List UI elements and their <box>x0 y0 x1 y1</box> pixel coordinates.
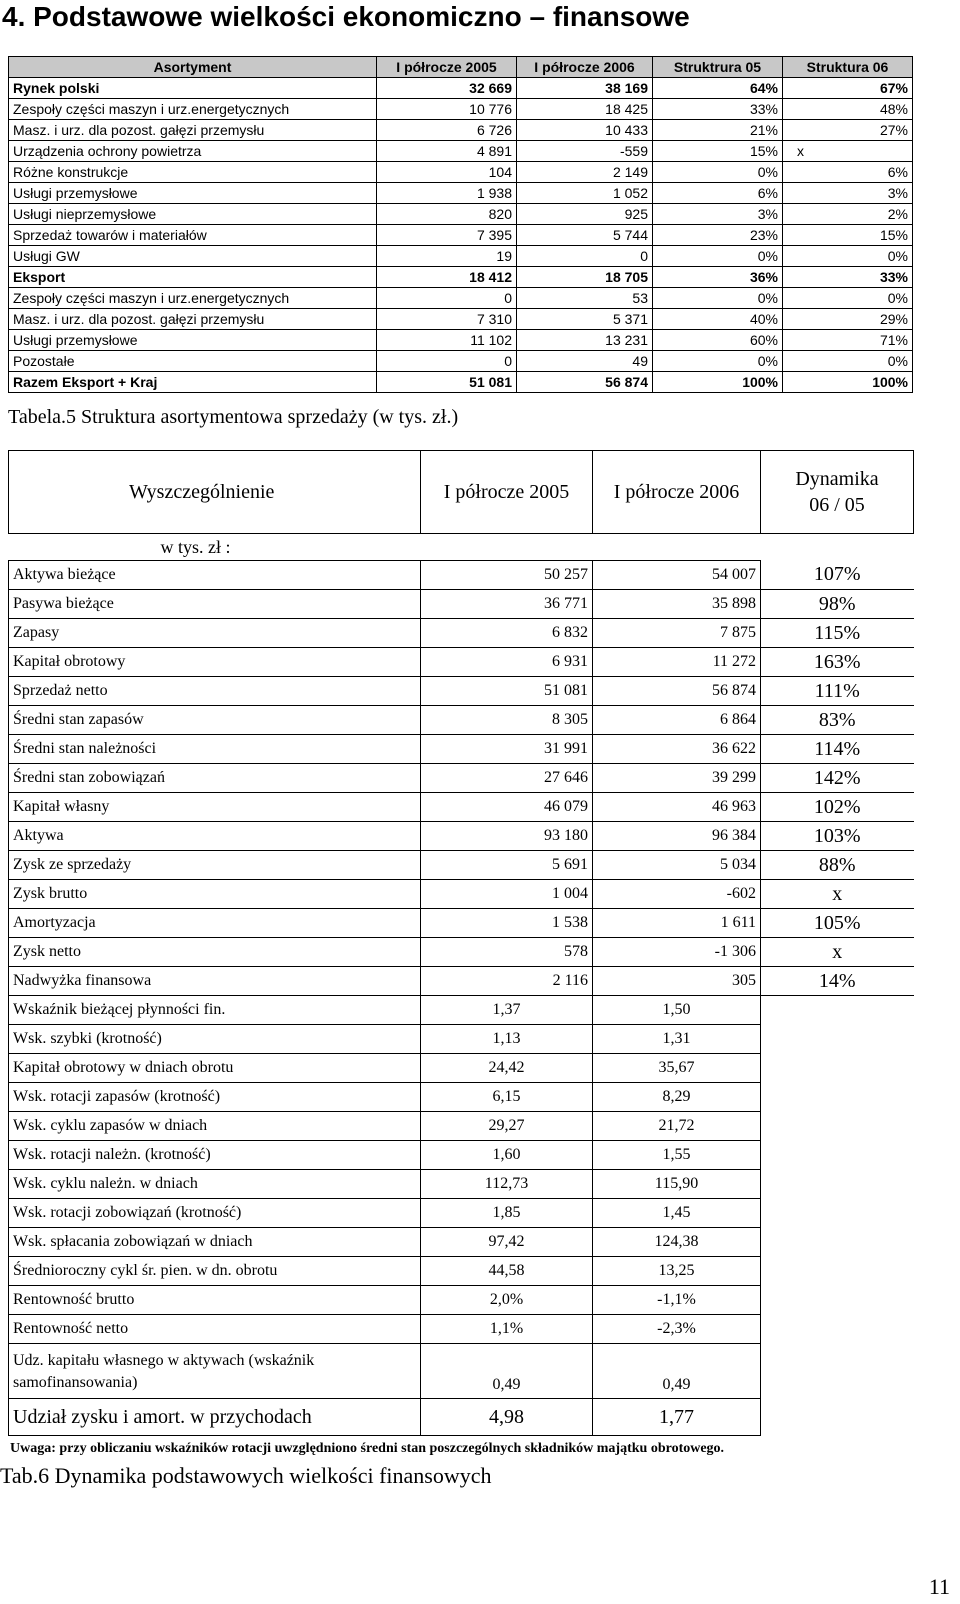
table-cell: 0% <box>653 246 783 267</box>
table-cell: 39 299 <box>593 764 761 793</box>
table-cell: -1,1% <box>593 1286 761 1315</box>
row-label: Nadwyżka finansowa <box>9 967 421 996</box>
table-row <box>9 78 913 99</box>
table-cell: 0,49 <box>593 1344 761 1399</box>
table-cell: -2,3% <box>593 1315 761 1344</box>
table-cell: 1,13 <box>421 1025 593 1054</box>
table-cell: 1 611 <box>593 909 761 938</box>
row-label: Średnioroczny cykl śr. pien. w dn. obrotu <box>9 1257 421 1286</box>
table-cell: 13,25 <box>593 1257 761 1286</box>
empty-cell <box>761 1228 914 1257</box>
table-cell: 6% <box>653 183 783 204</box>
table-row <box>9 822 914 851</box>
dynamics-label: Dynamika <box>795 468 879 490</box>
table-cell: 33% <box>653 99 783 120</box>
table-cell: 6 864 <box>593 706 761 735</box>
table-cell: 2,0% <box>421 1286 593 1315</box>
row-label: Wsk. rotacji zapasów (krotność) <box>9 1083 421 1112</box>
table-row <box>9 967 914 996</box>
table-cell: 50 257 <box>421 561 593 590</box>
table-row <box>9 1257 914 1286</box>
row-label: Wsk. spłacania zobowiązań w dniach <box>9 1228 421 1257</box>
unit-row <box>9 534 914 561</box>
table-row <box>9 204 913 225</box>
financial-dynamics-table <box>8 450 914 1436</box>
table-cell: 305 <box>593 967 761 996</box>
table-row <box>9 162 913 183</box>
table-cell: 3% <box>653 204 783 225</box>
table-cell: -602 <box>593 880 761 909</box>
table-row <box>9 996 914 1025</box>
table-cell: 11 102 <box>377 330 517 351</box>
table-cell: 49 <box>517 351 653 372</box>
empty-cell <box>761 1399 914 1436</box>
empty-cell <box>761 1025 914 1054</box>
table-cell: 2 149 <box>517 162 653 183</box>
table-cell: 46 963 <box>593 793 761 822</box>
table-header-row <box>9 451 914 534</box>
table-cell: 7 395 <box>377 225 517 246</box>
table-cell: 0 <box>517 246 653 267</box>
dynamics-cell: 114% <box>761 735 914 764</box>
footnote: Uwaga: przy obliczaniu wskaźników rotacji uwzględniono średni stan poszczególnych składników majątku obrotowego. <box>10 1441 725 1456</box>
table-row <box>9 1399 914 1436</box>
table-cell: 124,38 <box>593 1228 761 1257</box>
table-cell: 46 079 <box>421 793 593 822</box>
row-label: Razem Eksport + Kraj <box>9 372 377 393</box>
table-cell: 35 898 <box>593 590 761 619</box>
table-cell: 29,27 <box>421 1112 593 1141</box>
row-label: Zespoły części maszyn i urz.energetycznych <box>9 99 377 120</box>
dynamics-cell: 83% <box>761 706 914 735</box>
table-cell: 1,37 <box>421 996 593 1025</box>
dynamics-cell: x <box>761 880 914 909</box>
row-label: Pozostałe <box>9 351 377 372</box>
assortment-structure-table <box>8 56 913 393</box>
table-row <box>9 120 913 141</box>
dynamics-cell: 142% <box>761 764 914 793</box>
table-row <box>9 1025 914 1054</box>
row-label: Wsk. cyklu zapasów w dniach <box>9 1112 421 1141</box>
table-cell: x <box>783 141 913 162</box>
table-cell: 31 991 <box>421 735 593 764</box>
table-row <box>9 309 913 330</box>
table-cell: 54 007 <box>593 561 761 590</box>
table-row <box>9 1112 914 1141</box>
dynamics-cell: 103% <box>761 822 914 851</box>
table-row <box>9 793 914 822</box>
column-header: Asortyment <box>9 57 377 78</box>
row-label: Sprzedaż netto <box>9 677 421 706</box>
table-cell: 21,72 <box>593 1112 761 1141</box>
table-row <box>9 1199 914 1228</box>
table-row <box>9 183 913 204</box>
table-cell: 93 180 <box>421 822 593 851</box>
table-row <box>9 141 913 162</box>
row-label: Średni stan należności <box>9 735 421 764</box>
unit-label: w tys. zł : <box>160 536 231 557</box>
row-label: Kapitał własny <box>9 793 421 822</box>
table-cell: 10 776 <box>377 99 517 120</box>
table-row <box>9 909 914 938</box>
table-cell: 1,85 <box>421 1199 593 1228</box>
table-cell: 18 425 <box>517 99 653 120</box>
row-label: Średni stan zobowiązań <box>9 764 421 793</box>
table-cell: 60% <box>653 330 783 351</box>
table-row <box>9 590 914 619</box>
table-cell: 23% <box>653 225 783 246</box>
table-cell: 15% <box>653 141 783 162</box>
table-cell: 1,31 <box>593 1025 761 1054</box>
table-cell: 1,45 <box>593 1199 761 1228</box>
table-cell: 4 891 <box>377 141 517 162</box>
table-cell: 48% <box>783 99 913 120</box>
table-cell: 0% <box>653 162 783 183</box>
table-cell: 1,60 <box>421 1141 593 1170</box>
table-cell: 2% <box>783 204 913 225</box>
table-cell: 6% <box>783 162 913 183</box>
table-cell: 33% <box>783 267 913 288</box>
column-header: Wyszczególnienie <box>9 451 421 534</box>
table-cell: 820 <box>377 204 517 225</box>
table-cell: 925 <box>517 204 653 225</box>
table-row <box>9 1141 914 1170</box>
empty-cell <box>761 1286 914 1315</box>
column-header: Struktura 06 <box>783 57 913 78</box>
table-cell: 32 669 <box>377 78 517 99</box>
table-cell: 1,50 <box>593 996 761 1025</box>
table-row <box>9 880 914 909</box>
table-cell: 64% <box>653 78 783 99</box>
page-number: 11 <box>928 1574 950 1599</box>
table-cell: 40% <box>653 309 783 330</box>
table-row <box>9 764 914 793</box>
row-label: Rynek polski <box>9 78 377 99</box>
empty-cell <box>761 1054 914 1083</box>
table-row <box>9 938 914 967</box>
table-cell: 36 622 <box>593 735 761 764</box>
table-header-row <box>9 57 913 78</box>
row-label: Aktywa <box>9 822 421 851</box>
table-cell: 0% <box>653 288 783 309</box>
table-cell: 27 646 <box>421 764 593 793</box>
table-cell: 96 384 <box>593 822 761 851</box>
dynamics-cell: 88% <box>761 851 914 880</box>
table-cell: 5 034 <box>593 851 761 880</box>
table-cell: 11 272 <box>593 648 761 677</box>
table-row <box>9 706 914 735</box>
table-cell: 0% <box>653 351 783 372</box>
table-cell: 6,15 <box>421 1083 593 1112</box>
empty-cell <box>761 1141 914 1170</box>
row-label: Kapitał obrotowy <box>9 648 421 677</box>
empty-cell <box>761 1083 914 1112</box>
table-row <box>9 1315 914 1344</box>
table-cell: 10 433 <box>517 120 653 141</box>
table-cell: 3% <box>783 183 913 204</box>
dynamics-cell: 107% <box>761 561 914 590</box>
table-cell: 18 412 <box>377 267 517 288</box>
dynamics-cell: 102% <box>761 793 914 822</box>
row-label: Zespoły części maszyn i urz.energetycznych <box>9 288 377 309</box>
table-cell: 578 <box>421 938 593 967</box>
table-cell: 0 <box>377 288 517 309</box>
table-cell: 7 310 <box>377 309 517 330</box>
table-cell: 100% <box>783 372 913 393</box>
row-label: Eksport <box>9 267 377 288</box>
row-label: Masz. i urz. dla pozost. gałęzi przemysłu <box>9 309 377 330</box>
dynamics-cell: 115% <box>761 619 914 648</box>
row-label: Wsk. szybki (krotność) <box>9 1025 421 1054</box>
row-label: Zapasy <box>9 619 421 648</box>
table-cell: 1,55 <box>593 1141 761 1170</box>
table-cell: 51 081 <box>377 372 517 393</box>
table-cell: 97,42 <box>421 1228 593 1257</box>
table-row <box>9 246 913 267</box>
table-cell: 112,73 <box>421 1170 593 1199</box>
dynamics-cell: x <box>761 938 914 967</box>
table-row <box>9 1228 914 1257</box>
row-label: Kapitał obrotowy w dniach obrotu <box>9 1054 421 1083</box>
table-cell: 0 <box>377 351 517 372</box>
table-cell: 8 305 <box>421 706 593 735</box>
table-cell: 1,1% <box>421 1315 593 1344</box>
row-label: Aktywa bieżące <box>9 561 421 590</box>
table-cell: 104 <box>377 162 517 183</box>
table-row <box>9 351 913 372</box>
table-cell: 36 771 <box>421 590 593 619</box>
column-header: I półrocze 2006 <box>593 451 761 534</box>
row-label: Udz. kapitału własnego w aktywach (wskaźnik samofinansowania) <box>9 1344 421 1399</box>
table-cell: 0,49 <box>421 1344 593 1399</box>
dynamics-cell: 105% <box>761 909 914 938</box>
row-label: Usługi przemysłowe <box>9 183 377 204</box>
table-cell: 35,67 <box>593 1054 761 1083</box>
row-label: Średni stan zapasów <box>9 706 421 735</box>
empty-cell <box>761 1344 914 1399</box>
table-cell: 0% <box>783 288 913 309</box>
table-cell: 71% <box>783 330 913 351</box>
dynamics-cell: 98% <box>761 590 914 619</box>
table-cell: 51 081 <box>421 677 593 706</box>
row-label: Pasywa bieżące <box>9 590 421 619</box>
empty-cell <box>761 1257 914 1286</box>
table-cell: 7 875 <box>593 619 761 648</box>
table-cell: 4,98 <box>421 1399 593 1436</box>
dynamics-ratio: 06 / 05 <box>809 494 865 516</box>
table-row <box>9 619 914 648</box>
table-cell: -1 306 <box>593 938 761 967</box>
table-cell: 67% <box>783 78 913 99</box>
empty-cell <box>761 1170 914 1199</box>
table-row <box>9 1170 914 1199</box>
dynamics-cell: 163% <box>761 648 914 677</box>
column-header-dynamics <box>761 451 914 534</box>
section-heading: 4. Podstawowe wielkości ekonomiczno – finansowe <box>2 1 690 32</box>
table-cell: 24,42 <box>421 1054 593 1083</box>
table-cell: 1 938 <box>377 183 517 204</box>
table-cell: 2 116 <box>421 967 593 996</box>
column-header: I półrocze 2006 <box>517 57 653 78</box>
row-label: Wsk. rotacji zobowiązań (krotność) <box>9 1199 421 1228</box>
table-row <box>9 372 913 393</box>
table-cell: 1 538 <box>421 909 593 938</box>
column-header: I półrocze 2005 <box>421 451 593 534</box>
table-cell: 6 832 <box>421 619 593 648</box>
row-label: Wsk. rotacji należn. (krotność) <box>9 1141 421 1170</box>
table-cell: 0% <box>783 351 913 372</box>
table-cell: 44,58 <box>421 1257 593 1286</box>
table-cell: 27% <box>783 120 913 141</box>
table-row <box>9 1083 914 1112</box>
row-label: Urządzenia ochrony powietrza <box>9 141 377 162</box>
table-cell: 6 931 <box>421 648 593 677</box>
table-cell: 15% <box>783 225 913 246</box>
table-cell: 13 231 <box>517 330 653 351</box>
row-label: Udział zysku i amort. w przychodach <box>9 1399 421 1436</box>
table-row <box>9 851 914 880</box>
table-row <box>9 1054 914 1083</box>
column-header: Struktrura 05 <box>653 57 783 78</box>
table-row <box>9 267 913 288</box>
table-cell: 29% <box>783 309 913 330</box>
row-label: Masz. i urz. dla pozost. gałęzi przemysłu <box>9 120 377 141</box>
table-row <box>9 648 914 677</box>
table-cell: 56 874 <box>593 677 761 706</box>
row-label: Rentowność netto <box>9 1315 421 1344</box>
table-cell: 1 004 <box>421 880 593 909</box>
table-cell: 53 <box>517 288 653 309</box>
table-row <box>9 677 914 706</box>
row-label: Wskaźnik bieżącej płynności fin. <box>9 996 421 1025</box>
table-cell: 0% <box>783 246 913 267</box>
table-row <box>9 561 914 590</box>
empty-cell <box>761 1112 914 1141</box>
row-label: Wsk. cyklu należn. w dniach <box>9 1170 421 1199</box>
table-caption: Tab.6 Dynamika podstawowych wielkości finansowych <box>0 1463 492 1488</box>
empty-cell <box>761 1315 914 1344</box>
row-label: Usługi nieprzemysłowe <box>9 204 377 225</box>
table-cell: -559 <box>517 141 653 162</box>
table-cell: 21% <box>653 120 783 141</box>
table-cell: 8,29 <box>593 1083 761 1112</box>
row-label: Usługi GW <box>9 246 377 267</box>
dynamics-cell: 111% <box>761 677 914 706</box>
table-cell: 100% <box>653 372 783 393</box>
row-label: Amortyzacja <box>9 909 421 938</box>
table-row <box>9 288 913 309</box>
row-label: Zysk ze sprzedaży <box>9 851 421 880</box>
table-cell: 5 744 <box>517 225 653 246</box>
table-cell: 19 <box>377 246 517 267</box>
table-row <box>9 225 913 246</box>
column-header: I półrocze 2005 <box>377 57 517 78</box>
table-cell: 1 052 <box>517 183 653 204</box>
table-row <box>9 99 913 120</box>
row-label: Zysk brutto <box>9 880 421 909</box>
table-row <box>9 1344 914 1399</box>
table-row <box>9 735 914 764</box>
row-label: Rentowność brutto <box>9 1286 421 1315</box>
table-cell: 5 371 <box>517 309 653 330</box>
table-cell: 36% <box>653 267 783 288</box>
row-label: Różne konstrukcje <box>9 162 377 183</box>
table-cell: 38 169 <box>517 78 653 99</box>
table-cell: 115,90 <box>593 1170 761 1199</box>
row-label: Zysk netto <box>9 938 421 967</box>
row-label: Sprzedaż towarów i materiałów <box>9 225 377 246</box>
table-row <box>9 1286 914 1315</box>
row-label: Usługi przemysłowe <box>9 330 377 351</box>
table-cell: 5 691 <box>421 851 593 880</box>
table-row <box>9 330 913 351</box>
table-caption: Tabela.5 Struktura asortymentowa sprzedaży (w tys. zł.) <box>8 406 459 428</box>
table-cell: 56 874 <box>517 372 653 393</box>
table-cell: 6 726 <box>377 120 517 141</box>
table-cell: 18 705 <box>517 267 653 288</box>
empty-cell <box>761 1199 914 1228</box>
table-cell: 1,77 <box>593 1399 761 1436</box>
dynamics-cell: 14% <box>761 967 914 996</box>
empty-cell <box>761 996 914 1025</box>
